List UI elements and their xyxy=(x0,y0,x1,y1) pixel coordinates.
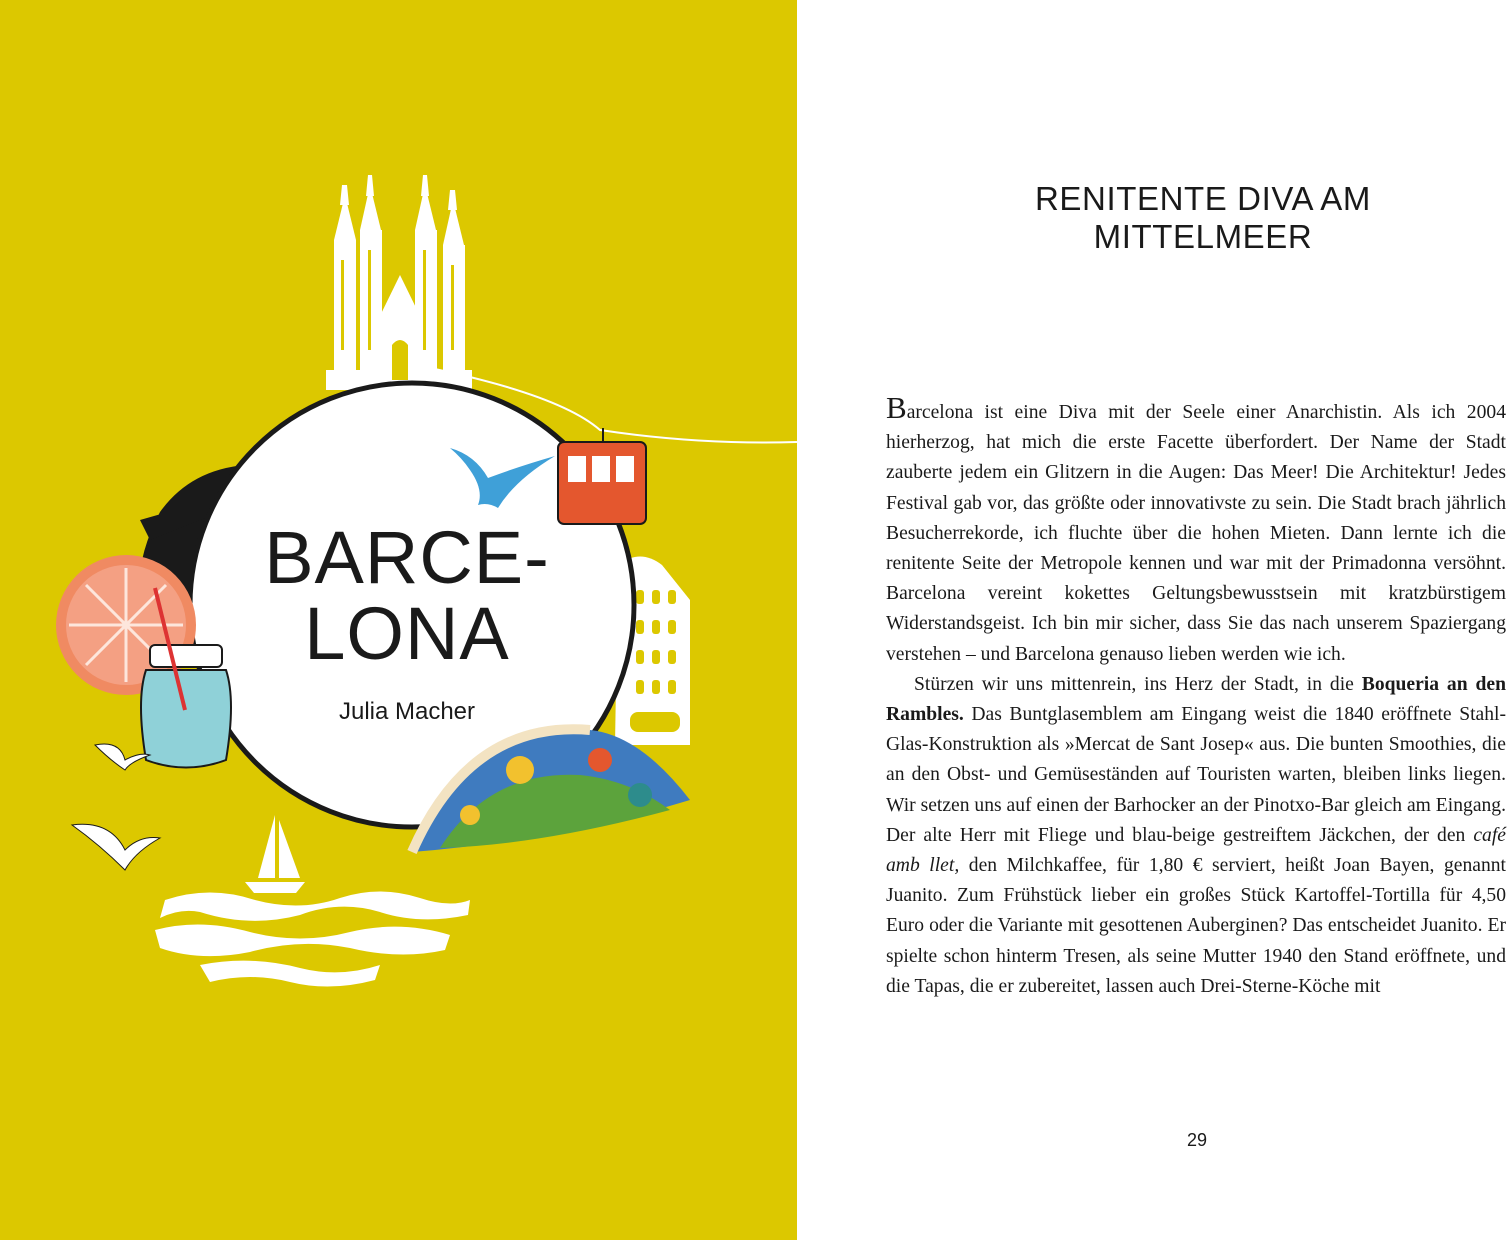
cover-title-line-1: BARCE- xyxy=(264,516,550,599)
cover-author: Julia Macher xyxy=(338,698,476,725)
paragraph-2-bold: Boqueria an den Rambles. xyxy=(886,673,1506,726)
sailboat-icon xyxy=(245,815,305,893)
paragraph-2-text-c: den Milchkaffee, für 1,80 € serviert, heißt Joan Bayen, genannt Juanito. Zum Frühstück lieber ein großes Stück Kartoffel-Tortilla für 4,50 Euro oder die Variante mit gesottenen Auberginen? Das entscheidet Juanito. Er spielte schon hinterm Tresen, als seine Mutter 1940 den Stand eröffnete, und die Tapas, die er zubereitet, lassen auch Drei-Sterne-Köche mit xyxy=(886,855,1506,997)
paragraph-1 xyxy=(886,390,1506,670)
cover-title xyxy=(262,516,552,675)
waves-icon xyxy=(155,892,470,987)
chapter-title: RENITENTE DIVA AM MITTELMEER xyxy=(1035,180,1371,255)
text-page xyxy=(797,0,1512,1240)
seagull-icon xyxy=(72,824,160,870)
paragraph-2-italic: café amb llet, xyxy=(886,824,1506,877)
paragraph-2-text-a: Stürzen wir uns mittenrein, ins Herz der Stadt, in die xyxy=(914,673,1362,695)
dropcap: B xyxy=(886,390,907,425)
cable-car-icon xyxy=(558,428,646,524)
seagull-icon xyxy=(95,744,150,770)
page-number: 29 xyxy=(1186,1130,1208,1150)
body-text xyxy=(886,390,1507,1002)
paragraph-1-text: arcelona ist eine Diva mit der Seele einer Anarchistin. Als ich 2004 hierherzog, hat mich die erste Facette überfordert. Der Name der Stadt zauberte jedem ein Glitzern in die Augen: Das Meer! Die Architektur! Jedes Festival gab vor, das größte oder innovativste zu sein. Die Stadt brach jährlich Besucherrekorde, ich fluchte über die hohen Mieten. Dann lernte ich die renitente Seite der Metropole kennen und war mit der Primadonna versöhnt. Barcelona vereint kokettes Geltungsbewusstsein mit kratzbürstigem Widerstandsgeist. Ich bin mir sicher, dass Sie das nach unserem Spaziergang verstehen – und Barcelona genauso lieben werden wie ich. xyxy=(886,402,1506,665)
paragraph-2 xyxy=(886,670,1506,1002)
cover-title-line-2: LONA xyxy=(304,592,510,675)
paragraph-2-text-b: Das Buntglasemblem am Eingang weist die 1840 eröffnete Stahl-Glas-Konstruktion als »Mercat de Sant Josep« aus. Die bunten Smoothies, die an den Obst- und Gemüseständen auf Touristen warten, bleiben links liegen. Wir setzen uns auf einen der Barhocker an der Pinotxo-Bar gleich am Eingang. Der alte Herr mit Fliege und blau-beige gestreiftem Jäckchen, der den xyxy=(886,704,1507,846)
